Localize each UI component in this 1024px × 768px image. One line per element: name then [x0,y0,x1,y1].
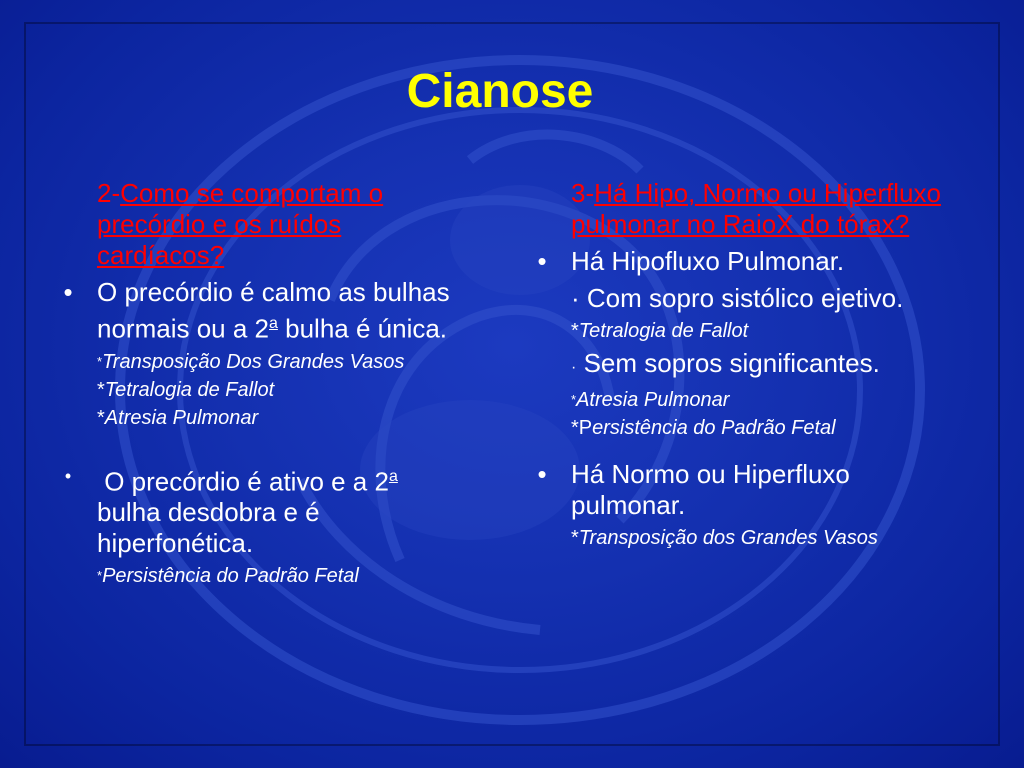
bullet-dot-icon: • [64,465,72,486]
left-bullet-2-sup: a [388,467,398,485]
left-sub-3-text: Atresia Pulmonar [104,406,259,429]
left-sub-4-star: * [97,568,103,584]
left-bullet-1-text: O precórdio é calmo as bulhas normais ou a 2 [97,277,450,344]
spacer [532,439,952,453]
left-bullet-1 [58,277,458,345]
right-question-number: 3- [571,178,595,208]
right-sub-2-star: * [571,392,577,407]
right-column [532,178,952,549]
left-sub-2-star: * [97,378,105,401]
spacer [58,429,458,455]
left-sub-2-text: Tetralogia de Fallot [104,378,275,401]
right-question-text: Há Hipo, Normo ou Hiperfluxo pulmonar no RaioX do tórax? [571,178,941,239]
right-line-2-mark: · [571,359,577,376]
right-line-2 [571,348,952,383]
left-question-text: Como se comportam o precórdio e os ruídos cardíacos? [97,178,384,270]
right-sub-4 [571,527,952,549]
right-bullet-2 [532,459,952,521]
right-sub-3-cap: P [578,417,593,439]
right-sub-2-text: Atresia Pulmonar [576,389,730,411]
right-line-2-text: Sem sopros significantes. [583,348,880,378]
right-sub-1 [571,320,952,342]
left-sub-1-star: * [97,353,103,369]
left-bullet-2 [58,461,458,560]
slide-title: Cianose [406,65,594,118]
left-sub-3-star: * [97,406,105,429]
right-sub-3-text: ersistência do Padrão Fetal [592,417,836,439]
left-bullet-2-tail: bulha desdobra e é hiperfonética. [97,497,320,559]
right-line-1-text: Com sopro sistólico ejetivo. [586,283,904,313]
right-sub-3 [571,417,952,439]
left-sub-1-text: Transposição Dos Grandes Vasos [102,350,405,373]
left-sub-4 [97,565,458,587]
left-sub-4-text: Persistência do Padrão Fetal [102,565,359,588]
right-sub-1-star: * [571,320,579,342]
right-sub-4-star: * [571,527,579,549]
left-question-number: 2- [97,178,121,208]
right-sub-3-star: * [571,417,579,439]
bullet-dot-icon: • [63,277,73,307]
right-line-1-mark: · [571,283,580,313]
right-bullet-2-text: Há Normo ou Hiperfluxo pulmonar. [571,459,850,520]
bullet-dot-icon: • [537,246,547,276]
left-question [97,178,458,271]
bullet-dot-icon: • [537,459,547,489]
left-column [58,178,458,587]
left-bullet-1-sup: a [268,315,278,332]
right-bullet-1-text: Há Hipofluxo Pulmonar. [571,246,845,276]
right-sub-1-text: Tetralogia de Fallot [578,320,749,342]
right-line-1 [571,283,952,314]
right-question [571,178,952,240]
left-sub-3 [97,407,458,429]
left-sub-1 [97,351,458,373]
right-sub-4-text: Transposição dos Grandes Vasos [578,527,878,549]
right-sub-2 [571,389,952,411]
left-bullet-1-tail: bulha é única. [285,313,448,344]
right-bullet-1 [532,246,952,277]
left-bullet-2-text: O precórdio é ativo e a 2 [104,466,389,497]
left-sub-2 [97,379,458,401]
